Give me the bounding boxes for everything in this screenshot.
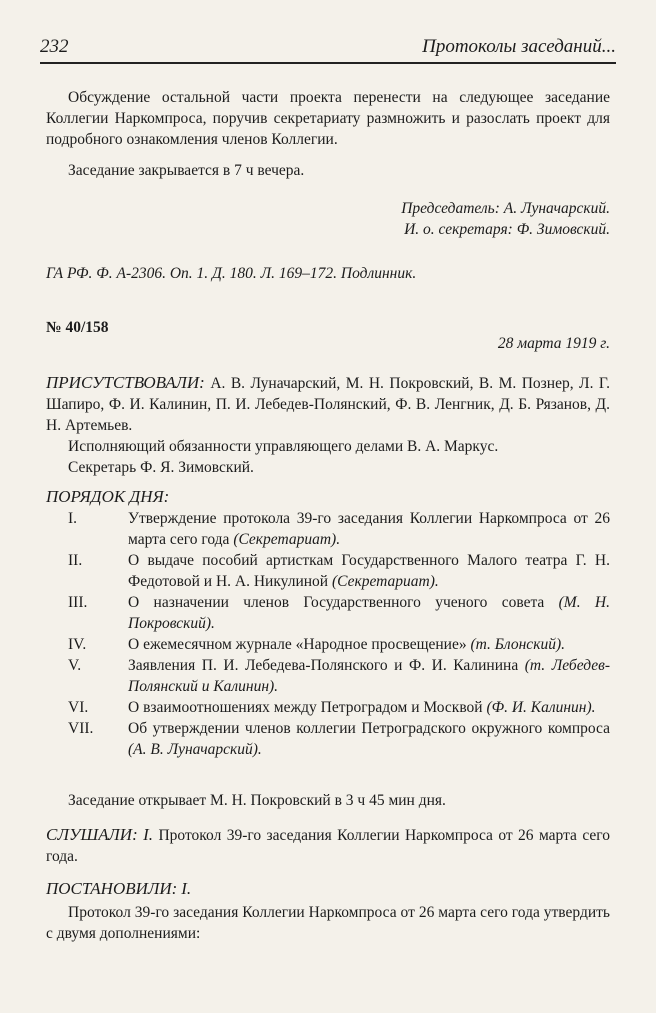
resolved-heading — [46, 878, 610, 900]
resolved-number: I. — [181, 879, 192, 898]
heard-text: Протокол 39-го заседания Коллегии Наркомпроса от 26 марта сего года. — [46, 827, 610, 865]
present-label: ПРИСУТСТВОВАЛИ: — [46, 373, 205, 392]
agenda-item — [46, 634, 610, 655]
agenda-item-text: О назначении членов Государственного ученого совета — [128, 594, 545, 611]
agenda-item — [46, 550, 610, 592]
agenda-list — [46, 508, 610, 760]
present-paragraph — [46, 372, 610, 436]
agenda-item-number: IV. — [68, 636, 87, 653]
resolved-label: ПОСТАНОВИЛИ: — [46, 879, 178, 898]
agenda-item-speaker: (т. Блонский). — [470, 636, 565, 653]
agenda-item-speaker: (т. Лебедев-Полянский и Калинин). — [128, 657, 610, 695]
agenda-item-speaker: (Секретариат). — [233, 531, 341, 548]
agenda-item-number: VI. — [68, 699, 89, 716]
agenda-item-number: I. — [68, 510, 78, 527]
opening-line: Заседание открывает М. Н. Покровский в 3 ч 45 мин дня. — [68, 792, 446, 809]
agenda-item-text: Утверждение протокола 39-го заседания Коллегии Наркомпроса от 26 марта сего года — [128, 510, 610, 548]
heard-paragraph — [46, 824, 610, 867]
agenda-item-number: V. — [68, 657, 82, 674]
agenda-item-text: О ежемесячном журнале «Народное просвещение» — [128, 636, 467, 653]
running-title: Протоколы заседаний... — [422, 36, 616, 57]
discussion-paragraph: Обсуждение остальной части проекта перенести на следующее заседание Коллегии Наркомпроса, поручив секретариату размножить и разослать проект для подробного ознакомления членов Коллегии. — [46, 89, 610, 148]
agenda-item-text: О взаимоотношениях между Петроградом и Москвой — [128, 699, 483, 716]
heard-label: СЛУШАЛИ: — [46, 825, 138, 844]
agenda-item-text: Заявления П. И. Лебедева-Полянского и Ф. И. Калинина — [128, 657, 519, 674]
agenda-item-number: VII. — [68, 720, 94, 737]
page-header — [40, 36, 616, 64]
agenda-item-speaker: (М. Н. Покровский). — [128, 594, 610, 632]
agenda-item-speaker: (Ф. И. Калинин). — [486, 699, 596, 716]
agenda-item — [46, 697, 610, 718]
closing-line: Заседание закрывается в 7 ч вечера. — [68, 162, 305, 179]
agenda-item-number: II. — [68, 552, 83, 569]
protocol-date: 28 марта 1919 г. — [497, 335, 610, 352]
agenda-item — [46, 718, 610, 760]
archive-source: ГА РФ. Ф. А-2306. Оп. 1. Д. 180. Л. 169–172. Подлинник. — [46, 265, 417, 282]
agenda-heading: ПОРЯДОК ДНЯ: — [46, 487, 170, 506]
chairman-signature: Председатель: А. Луначарский. — [401, 200, 610, 217]
acting-manager-line: Исполняющий обязанности управляющего делами В. А. Маркус. — [68, 438, 499, 455]
secretary-signature: И. о. секретаря: Ф. Зимовский. — [404, 221, 610, 238]
agenda-item-speaker: (Секретариат). — [331, 573, 439, 590]
secretary-line: Секретарь Ф. Я. Зимовский. — [68, 459, 254, 476]
agenda-item-number: III. — [68, 594, 88, 611]
page-number: 232 — [40, 36, 69, 57]
agenda-item — [46, 508, 610, 550]
agenda-item — [46, 592, 610, 634]
agenda-item — [46, 655, 610, 697]
resolved-text: Протокол 39-го заседания Коллегии Наркомпроса от 26 марта сего года утвердить с двумя дополнениями: — [46, 904, 610, 942]
agenda-item-speaker: (А. В. Луначарский). — [128, 741, 262, 758]
protocol-number: № 40/158 — [46, 319, 109, 336]
agenda-item-text: Об утверждении членов коллегии Петроградского окружного компроса — [128, 720, 610, 737]
present-names: А. В. Луначарский, М. Н. Покровский, В. М. Познер, Л. Г. Шапиро, Ф. И. Калинин, П. И. Лебедев-Полянский, Ф. В. Ленгник, Д. Б. Рязанов, Д. Н. Артемьев. — [46, 375, 610, 434]
heard-number: I. — [143, 825, 154, 844]
agenda-item-text: О выдаче пособий артисткам Государственного Малого театра Г. Н. Федотовой и Н. А. Никулиной — [128, 552, 610, 590]
